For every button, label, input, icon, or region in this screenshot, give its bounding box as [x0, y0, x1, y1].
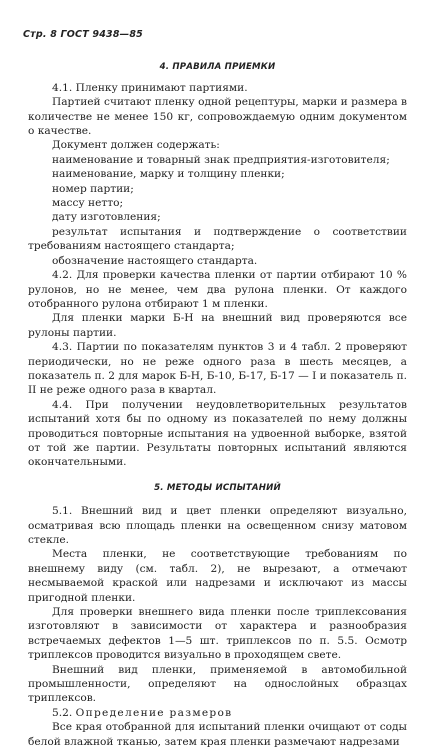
paragraph-triplex-check: Для проверки внешнего вида пленки после триплексования изготовляют в зависимости от характера и разнообразия встречаемых дефектов 1—5 шт. триплексов по п. 5.5. Осмотр триплексов проводится визуально в проходящем свете.: [28, 606, 407, 662]
paragraph-4-3: 4.3. Партии по показателям пунктов 3 и 4 табл. 2 проверяют периодически, но не реже одного раза в шесть месяцев, а показатель п. 2 для марок Б-Н, Б-10, Б-17, Б-17 — I и показатель п. II не реже одного раза в квартал.: [28, 341, 407, 397]
list-item: наименование и товарный знак предприятия-изготовителя;: [52, 153, 390, 166]
paragraph-5-1: 5.1. Внешний вид и цвет пленки определяют визуально, осматривая всю площадь пленки на освещенном снизу матовом стекле.: [28, 505, 407, 546]
paragraph-test-result: результат испытания и подтверждение о соответствии требованиям настоящего стандарта;: [28, 225, 407, 253]
subheading-5-2: [28, 706, 407, 720]
section-4-title: 4. ПРАВИЛА ПРИЕМКИ: [159, 62, 276, 73]
paragraph-bn-check: Для пленки марки Б-Н на внешний вид проверяются все рулоны партии.: [28, 312, 407, 339]
subheading-number: 5.2.: [52, 706, 73, 719]
paragraph-4-1: 4.1. Пленку принимают партиями.: [52, 81, 248, 94]
list-item: дату изготовления;: [52, 211, 161, 224]
paragraph-standard-designation: обозначение настоящего стандарта.: [52, 254, 258, 267]
paragraph-edge-cleaning: Все края отобранной для испытаний пленки очищают от соды белой влажной тканью, затем края пленки размечают надрезами: [28, 721, 407, 748]
list-item: номер партии;: [52, 182, 134, 195]
page-header: Стр. 8 ГОСТ 9438—85: [23, 29, 143, 40]
paragraph-lot-definition: Партией считают пленку одной рецептуры, марки и размера в количестве не менее 150 кг, сопровождаемую одним документом о качестве.: [28, 96, 407, 138]
paragraph-defect-marking: Места пленки, не соответствующие требованиям по внешнему виду (см. табл. 2), не вырезают, а отмечают несмываемой краской или надрезами и исключают из массы пригодной пленки.: [28, 548, 407, 604]
paragraph-4-4: 4.4. При получении неудовлетворительных результатов испытаний хотя бы по одному из показателей по нему должны проводиться повторные испытания на удвоенной выборке, взятой от той же партии. Результаты повторных испытаний являются окончательными.: [28, 398, 407, 469]
list-item: наименование, марку и толщину пленки;: [52, 168, 285, 181]
subheading-text: Определение размеров: [75, 706, 233, 719]
paragraph-automotive: Внешний вид пленки, применяемой в автомобильной промышленности, определяют на однослойных образцах триплексов.: [28, 663, 407, 705]
paragraph-4-2: 4.2. Для проверки качества пленки от партии отбирают 10 % рулонов, но не менее, чем два рулона пленки. От каждого отобранного рулона отбирают 1 м пленки.: [28, 269, 407, 310]
paragraph-document-contents: Документ должен содержать:: [52, 139, 220, 152]
section-5-title: 5. МЕТОДЫ ИСПЫТАНИЙ: [154, 482, 281, 493]
list-item: массу нетто;: [52, 197, 124, 210]
